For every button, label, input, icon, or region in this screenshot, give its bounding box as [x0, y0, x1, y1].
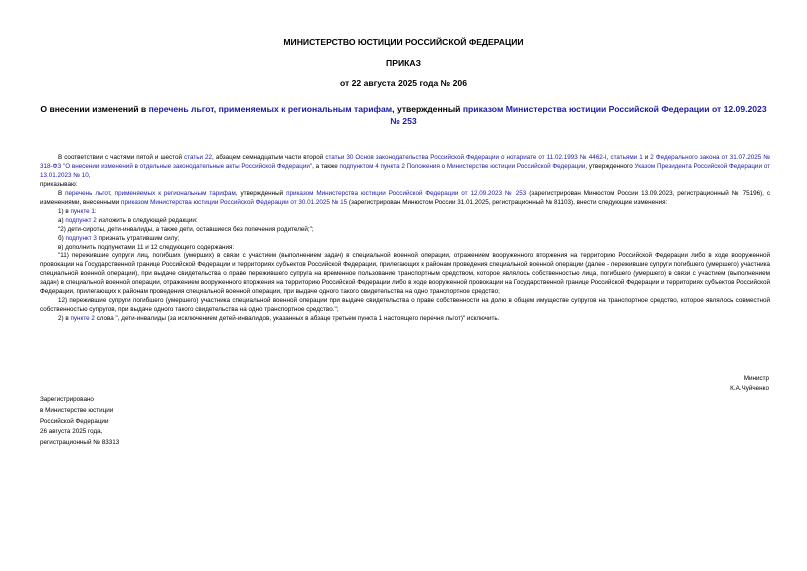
title-text: , утвержденный — [392, 104, 463, 114]
title-link-perechen[interactable]: перечень льгот, применяемых к региональным тарифам — [148, 104, 393, 114]
ministry-heading: МИНИСТЕРСТВО ЮСТИЦИИ РОССИЙСКОЙ ФЕДЕРАЦИИ — [283, 37, 524, 47]
registration-line: в Министерстве юстиции — [40, 406, 114, 414]
link-prikaz-15[interactable]: приказом Министерства юстиции Российской Федерации от 30.01.2025 № 15 — [121, 198, 348, 206]
link-podpunkt-2[interactable]: подпункт 2 — [65, 216, 97, 224]
text: В соответствии с частями пятой и шестой — [58, 154, 185, 161]
doc-type-heading: ПРИКАЗ — [386, 58, 421, 68]
item-1b — [40, 235, 770, 244]
text: , утвержденного — [585, 162, 635, 170]
text: б) — [58, 234, 66, 242]
registration-block — [40, 395, 119, 449]
link-perechen[interactable]: перечень льгот, применяемых к региональным тарифам — [65, 189, 236, 197]
registration-line: Российской Федерации — [40, 417, 109, 425]
text: В — [58, 189, 66, 197]
subitem-11: "11) пережившие супруги лиц, погибших (умерших) в связи с участием (выполнением задач) в специальной военной операции, отражением вооруженного вторжения на территорию Российской Федерации либо в ходе вооруженной провокации на Государственной границе Российской Федерации и территориях субъектов Российской Федерации, прилегающих к районам проведения специальной военной операции (далее - пережившие супруги погибшего (умершего) участника специальной военной операции), при выдаче свидетельства о праве пережившего супруга на временное пользование транспортным средством, которое являлось собственностью лица, погибшего (умершего) в связи с участием (выполнением задач) в специальной военной операции, отражением вооруженного вторжения на территорию Российской Федерации либо в ходе вооруженной провокации на Государственной границе Российской Федерации и территориях субъектов Российской Федерации, прилегающих к районам проведения специальной военной операции, при выдаче одного такого свидетельства на одно транспортное средство; — [40, 252, 770, 296]
link-ukaz-10[interactable]: Указом Президента Российской Федерации от 13.01.2023 № 10 — [40, 162, 770, 179]
text: (зарегистрирован Минюстом России 13.09.2023, регистрационный № 75196), с изменениями, внесенными — [40, 189, 771, 206]
link-statya-1[interactable]: статьями 1 — [610, 154, 643, 161]
link-punkt-1[interactable]: пункте 1 — [70, 207, 95, 215]
text: 1) в — [58, 207, 71, 215]
text: , а также — [312, 162, 340, 170]
text: (зарегистрирован Минюстом России 31.01.2025, регистрационный № 81103), внести следующие изменения: — [347, 198, 668, 206]
text: признать утратившим силу; — [96, 234, 180, 242]
link-federal-law-318[interactable]: 2 Федерального закона от 31.07.2025 № 318-ФЗ "О внесении изменений в отдельные законодательные акты Российской Федерации" — [40, 154, 771, 170]
document-body — [40, 154, 770, 324]
text: и — [642, 154, 651, 161]
text: : — [94, 207, 97, 215]
date-number-heading: от 22 августа 2025 года № 206 — [340, 78, 467, 88]
registration-line: регистрационный № 83313 — [40, 439, 120, 447]
item-2 — [40, 315, 770, 324]
signature-name: К.А.Чуйченко — [730, 384, 769, 392]
signature-block — [730, 374, 769, 393]
main-paragraph — [40, 190, 770, 208]
order-word: приказываю: — [40, 180, 78, 188]
text: слова ", дети-инвалиды (за исключением детей-инвалидов, указанных в абзаце третьем пункта 1 настоящего перечня льгот)" исключить. — [94, 315, 500, 323]
link-polozhenie-minjust[interactable]: подпунктом 4 пункта 2 Положения о Министерстве юстиции Российской Федерации — [339, 162, 586, 170]
text: изложить в следующей редакции: — [96, 216, 198, 224]
text: , утвержденный — [235, 189, 287, 197]
title-text: О внесении изменений в — [40, 104, 149, 114]
item-1c: в) дополнить подпунктами 11 и 12 следующего содержания: — [58, 243, 235, 251]
link-punkt-2[interactable]: пункте 2 — [70, 315, 95, 323]
text: 2) в — [58, 315, 71, 323]
link-osnovy-notariat[interactable]: статьи 30 Основ законодательства Российской Федерации о нотариате от 11.02.1993 № 4462-I — [325, 154, 607, 161]
text: а) — [58, 216, 66, 224]
document-title — [40, 103, 767, 127]
signature-position: Министр — [743, 375, 769, 382]
item-1 — [40, 208, 770, 217]
text: , абзацем семнадцатым части второй — [212, 154, 326, 161]
link-prikaz-253[interactable]: приказом Министерства юстиции Российской Федерации от 12.09.2023 № 253 — [286, 189, 527, 197]
item-1a-text: "2) дети-сироты, дети-инвалиды, а также дети, оставшиеся без попечения родителей;"; — [58, 225, 314, 233]
registration-line: 26 августа 2025 года, — [40, 428, 103, 436]
preamble-paragraph — [40, 154, 770, 181]
link-statya-22[interactable]: статьи 22 — [184, 154, 213, 161]
link-podpunkt-3[interactable]: подпункт 3 — [65, 234, 97, 242]
item-1a — [40, 217, 770, 226]
registration-line: Зарегистрировано — [40, 396, 94, 403]
title-link-prikaz[interactable]: приказом Министерства юстиции Российской Федерации от 12.09.2023 № 253 — [390, 104, 767, 126]
subitem-12: 12) пережившие супруги погибшего (умершего) участника специальной военной операции при выдаче свидетельства о праве собственности на долю в общем имуществе супругов на транспортное средство, которое являлось совместной собственностью супругов, при выдаче одного такого свидетельства на одно транспортное средство."; — [40, 297, 770, 314]
text: , — [606, 154, 611, 161]
text: , — [88, 171, 91, 179]
